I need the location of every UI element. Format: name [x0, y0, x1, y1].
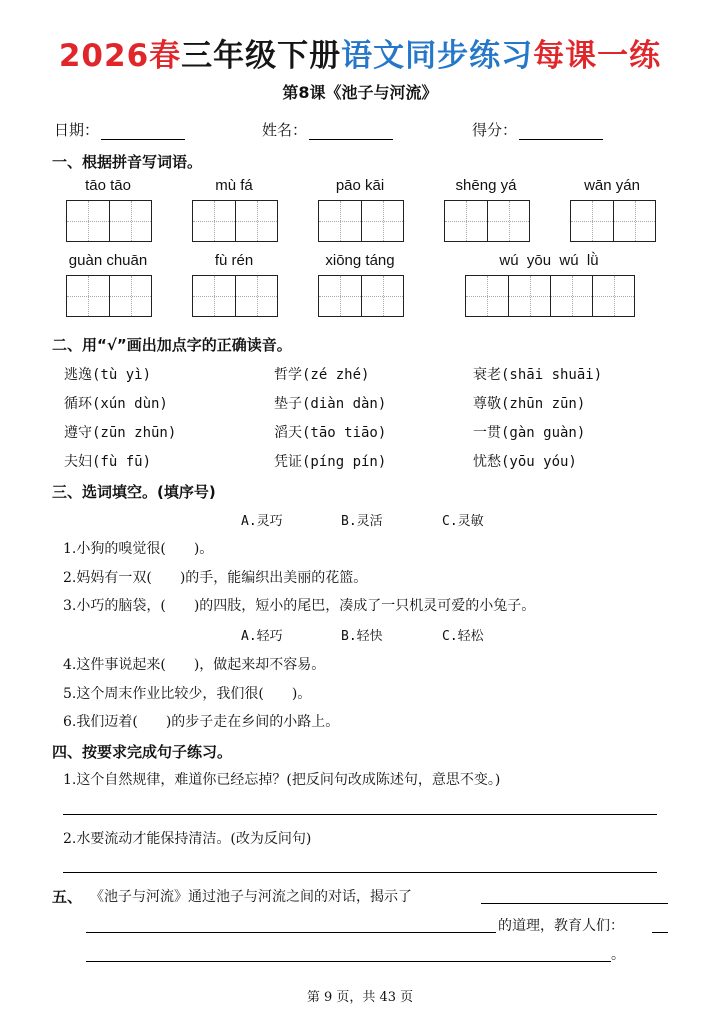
- pinyin-2: mù fá: [215, 177, 253, 194]
- option-a: A.轻巧: [241, 629, 283, 644]
- reading-item[interactable]: 遵守(zūn zhūn): [64, 425, 177, 441]
- section5-end: 。: [611, 947, 625, 963]
- date-label: 日期：: [54, 121, 100, 139]
- answer-line[interactable]: [481, 903, 668, 904]
- page-title: [0, 30, 720, 75]
- answer-line[interactable]: [86, 961, 611, 962]
- name-label: 姓名：: [262, 121, 308, 139]
- pinyin-3: pāo kāi: [335, 177, 385, 194]
- section2-title: 二、用“√”画出加点字的正确读音。: [52, 336, 292, 354]
- option-b: B.灵活: [341, 514, 383, 529]
- fill-question[interactable]: 1.小狗的嗅觉很( )。: [63, 541, 214, 557]
- page-number: 第 9 页，共 43 页: [306, 990, 414, 1005]
- sentence-question-2: 2.水要流动才能保持清洁。(改为反问句): [63, 831, 312, 847]
- section5-text-2: 的道理，教育人们：: [498, 918, 624, 934]
- section5-label: 五、: [52, 888, 83, 906]
- reading-item[interactable]: 逃逸(tù yì): [64, 367, 152, 383]
- pinyin-7: fù rén: [214, 252, 254, 269]
- fill-question[interactable]: 6.我们迈着( )的步子走在乡间的小路上。: [63, 714, 340, 730]
- option-c: C.轻松: [442, 629, 484, 644]
- answer-box-7[interactable]: [192, 275, 278, 317]
- section1-title: 一、根据拼音写词语。: [52, 153, 203, 171]
- pinyin-9: wú yōu wú lǜ: [499, 252, 599, 269]
- option-c: C.灵敏: [442, 514, 484, 529]
- pinyin-8: xiōng táng: [325, 252, 395, 269]
- reading-item[interactable]: 忧愁(yōu yóu): [473, 454, 577, 470]
- title-grade: 三年级下册: [181, 38, 342, 74]
- score-field[interactable]: [472, 119, 603, 140]
- answer-box-6[interactable]: [66, 275, 152, 317]
- reading-item[interactable]: 衰老(shāi shuāi): [473, 367, 603, 383]
- reading-item[interactable]: 哲学(zé zhé): [274, 367, 370, 383]
- answer-line[interactable]: [86, 932, 496, 933]
- section3-title: 三、选词填空。(填序号): [52, 483, 216, 501]
- answer-box-3[interactable]: [318, 200, 404, 242]
- title-tagline: 每课一练: [533, 38, 662, 74]
- reading-item[interactable]: 垫子(diàn dàn): [274, 396, 387, 412]
- answer-box-1[interactable]: [66, 200, 152, 242]
- answer-line[interactable]: [63, 814, 657, 815]
- pinyin-5: wān yán: [584, 177, 640, 194]
- option-b: B.轻快: [341, 629, 383, 644]
- option-a: A.灵巧: [241, 514, 283, 529]
- answer-box-4[interactable]: [444, 200, 530, 242]
- reading-item[interactable]: 凭证(píng pín): [274, 454, 387, 470]
- answer-line[interactable]: [63, 872, 657, 873]
- answer-box-8[interactable]: [318, 275, 404, 317]
- fill-question[interactable]: 5.这个周末作业比较少，我们很( )。: [63, 686, 312, 702]
- reading-item[interactable]: 循环(xún dùn): [64, 396, 168, 412]
- title-year: 2026春: [58, 38, 182, 74]
- name-field[interactable]: [262, 119, 393, 140]
- section5-text: 《池子与河流》通过池子与河流之间的对话，揭示了: [90, 889, 412, 905]
- score-label: 得分：: [472, 121, 518, 139]
- sentence-question-1: 1.这个自然规律，难道你已经忘掉？(把反问句改成陈述句，意思不变。): [63, 772, 501, 788]
- pinyin-4: shēng yá: [455, 177, 517, 194]
- pinyin-6: guàn chuān: [68, 252, 148, 269]
- pinyin-1: tāo tāo: [85, 177, 131, 194]
- reading-item[interactable]: 滔天(tāo tiāo): [274, 425, 387, 441]
- reading-item[interactable]: 一贯(gàn guàn): [473, 425, 586, 441]
- title-subject: 语文同步练习: [341, 38, 534, 74]
- fill-question[interactable]: 2.妈妈有一双( )的手，能编织出美丽的花篮。: [63, 570, 368, 586]
- reading-item[interactable]: 夫妇(fù fū): [64, 454, 152, 470]
- answer-box-5[interactable]: [570, 200, 656, 242]
- reading-item[interactable]: 尊敬(zhūn zūn): [473, 396, 586, 412]
- answer-line[interactable]: [652, 932, 668, 933]
- answer-box-9[interactable]: [465, 275, 635, 317]
- fill-question[interactable]: 4.这件事说起来( )，做起来却不容易。: [63, 657, 326, 673]
- date-field[interactable]: [54, 119, 185, 140]
- answer-box-2[interactable]: [192, 200, 278, 242]
- section4-title: 四、按要求完成句子练习。: [52, 743, 233, 761]
- fill-question[interactable]: 3.小巧的脑袋，( )的四肢，短小的尾巴，凑成了一只机灵可爱的小兔子。: [63, 598, 536, 614]
- lesson-title: 第8课《池子与河流》: [282, 83, 438, 102]
